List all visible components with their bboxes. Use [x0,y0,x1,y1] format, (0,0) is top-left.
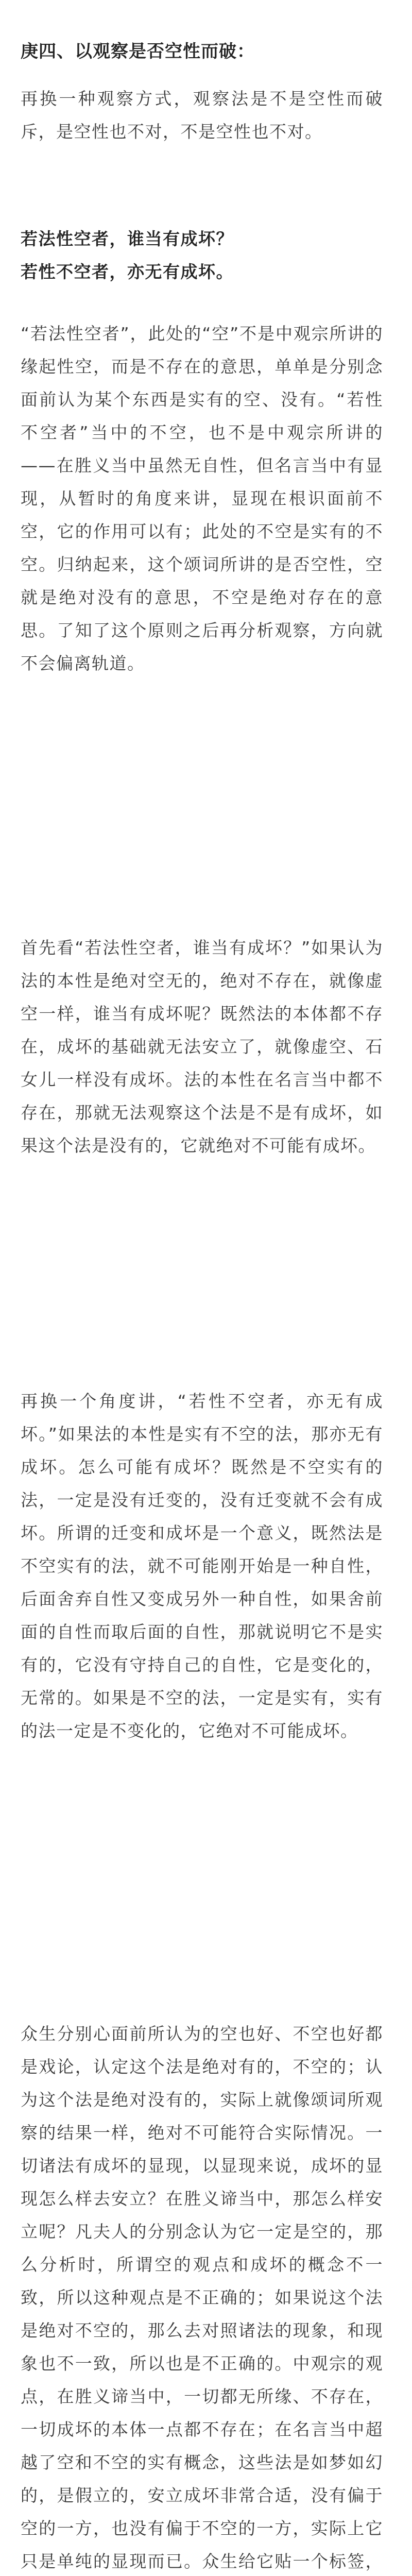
paragraph-non-empty-case: 再换一个角度讲，“若性不空者，亦无有成坏。”如果法的本性是实有不空的法，那亦无有成坏。怎么可能有成坏？既然是不空实有的法，一定是没有迁变的，没有迁变就不会有成坏。所谓的迁变和成坏是一个意义，既然法是不空实有的法，就不可能刚开始是一种自性，后面舍弃自性又变成另外一种自性，如果舍前面的自性而取后面的自性，那就说明它不是实有的，它没有守持自己的自性，它是变化的，无常的。如果是不空的法，一定是实有，实有的法一定是不变化的，它绝对不可能成坏。 [21,1391,383,1741]
paragraph-explanation: “若法性空者”，此处的“空”不是中观宗所讲的缘起性空，而是不存在的意思，单单是分别念面前认为某个东西是实有的空、没有。“若性不空者”当中的不空，也不是中观宗所讲的——在胜义当中虽然无自性，但名言当中有显现，从暂时的角度来讲，显现在根识面前不空，它的作用可以有；此处的不空是实有的不空。归纳起来，这个颂词所讲的是否空性，空就是绝对没有的意思，不空是绝对存在的意思。了知了这个原则之后再分析观察，方向就不会偏离轨道。 [21,324,383,673]
verse-line-1: 若法性空者，谁当有成坏？ [21,229,234,249]
paragraph-intro: 再换一种观察方式，观察法是不是空性而破斥，是空性也不对，不是空性也不对。 [21,89,383,142]
paragraph-discussion: 众生分别心面前所认为的空也好、不空也好都是戏论，认定这个法是绝对有的，不空的；认为这个法是绝对没有的，实际上就像颂词所观察的结果一样，绝对不可能符合实际情况。一切诸法有成坏的显现，以显现来说，成坏的显现怎么样去安立？在胜义谛当中，那怎么样安立呢？凡夫人的分别念认为它一定是空的，那么分析时，所谓空的观点和成坏的概念不一致，所以这种观点是不正确的；如果说这个法是绝对不空的，那么去对照诸法的现象，和现象也不一致，所以也是不正确的。中观宗的观点，在胜义谛当中，一切都无所缘、不存在，一切成坏的本体一点都不存在；在名言当中超越了空和不空的实有概念，这些法是如梦如幻的，是假立的，安立成坏非常合适，没有偏于空的一方，也没有偏于不空的一方，实际上它只是单纯的显现而已。众生给它贴一个标签， [21,2024,383,2571]
verse-heading [21,223,234,289]
section-title: 庚四、以观察是否空性而破： [21,41,255,62]
verse-line-2: 若性不空者，亦无有成坏。 [21,262,234,282]
paragraph-empty-case: 首先看“若法性空者，谁当有成坏？”如果认为法的本性是绝对空无的，绝对不存在，就像虚空一样，谁当有成坏呢？既然法的本体都不存在，成坏的基础就无法安立了，就像虚空、石女儿一样没有成坏。法的本性在名言当中都不存在，那就无法观察这个法是不是有成坏，如果这个法是没有的，它就绝对不可能有成坏。 [21,938,383,1156]
